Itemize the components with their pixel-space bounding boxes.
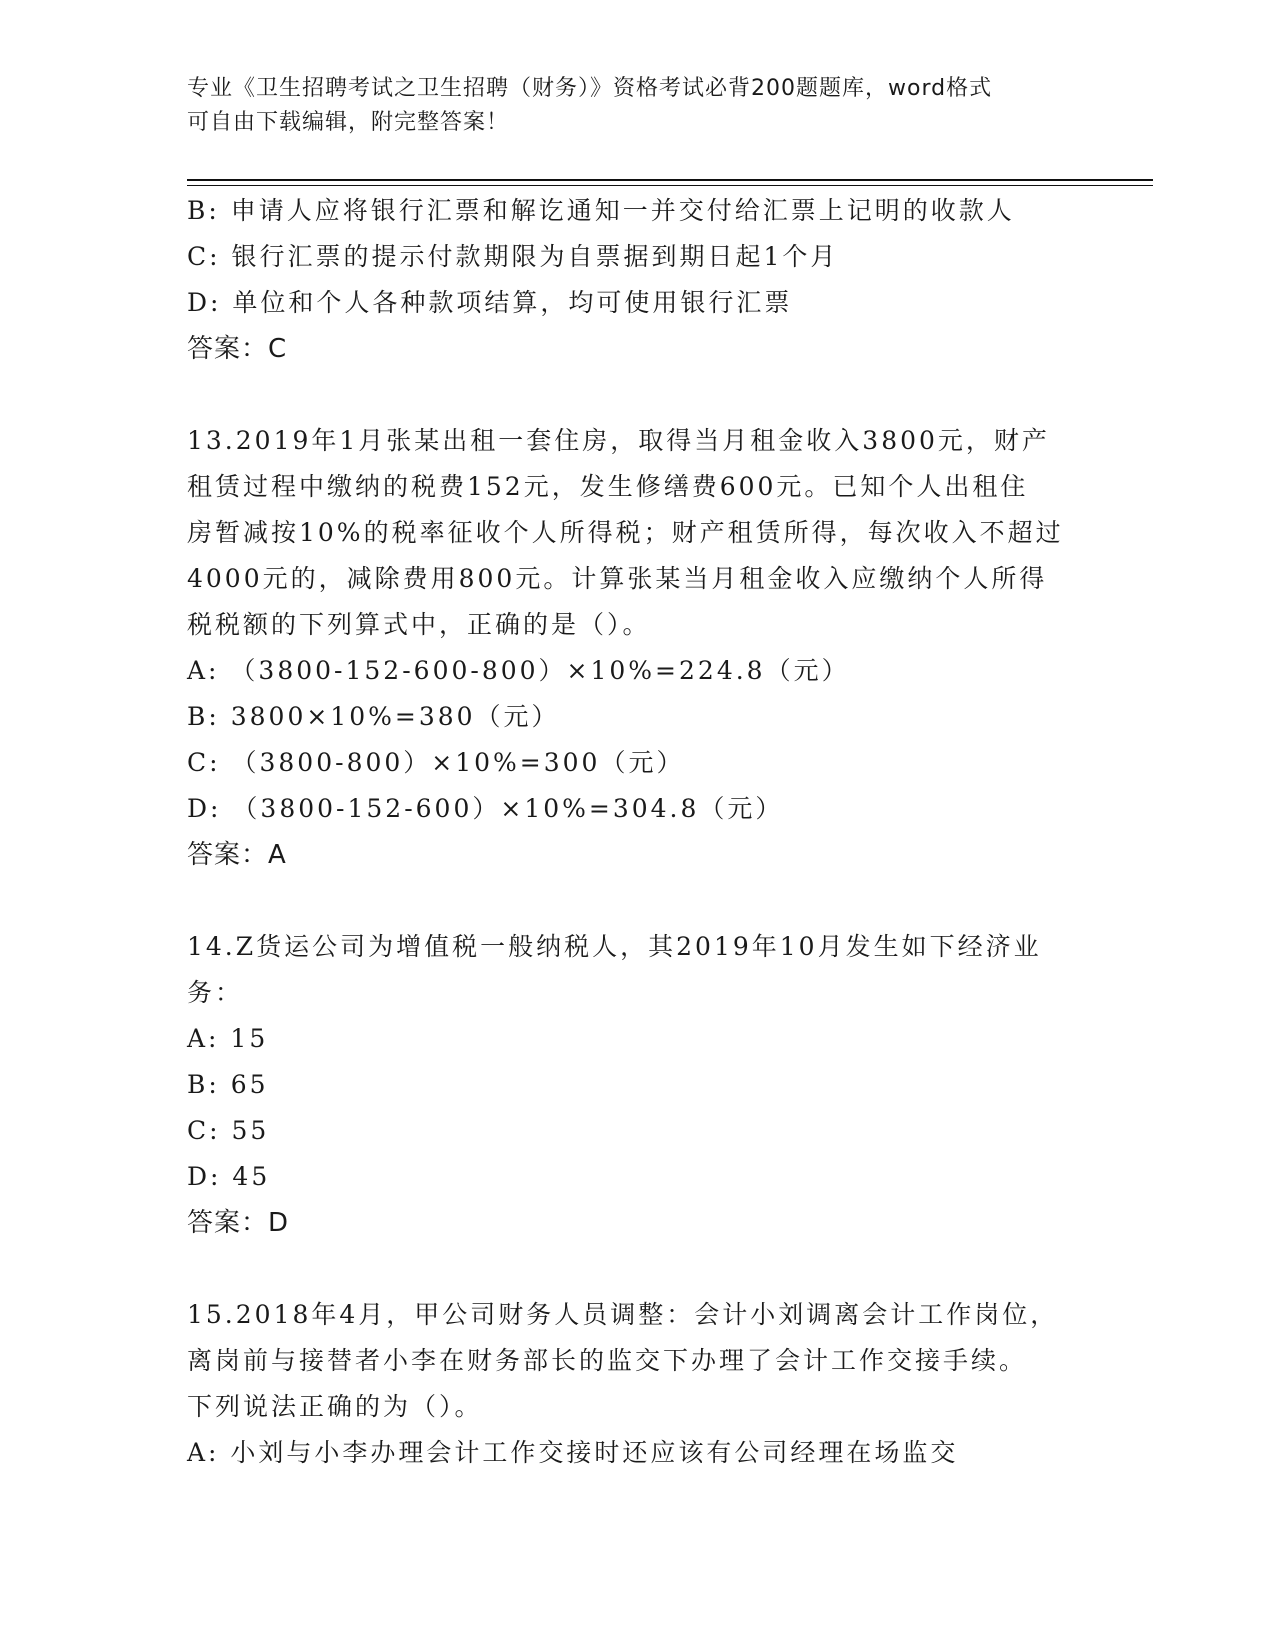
spacer xyxy=(187,878,1087,924)
option-d: D: 单位和个人各种款项结算，均可使用银行汇票 xyxy=(187,288,793,317)
option-a: A: （3800-152-600-800）×10%=224.8（元） xyxy=(187,656,850,685)
option-d: D: 45 xyxy=(187,1162,271,1191)
option-c: C: 银行汇票的提示付款期限为自票据到期日起1个月 xyxy=(187,242,839,271)
question-text-line: 务： xyxy=(187,978,244,1007)
option-a: A: 小刘与小李办理会计工作交接时还应该有公司经理在场监交 xyxy=(187,1438,959,1467)
question-text-line: 4000元的，减除费用800元。计算张某当月租金收入应缴纳个人所得 xyxy=(187,564,1048,593)
header-divider-thick xyxy=(187,179,1153,181)
answer: 答案：A xyxy=(187,840,287,870)
question-text-line: 14.Z货运公司为增值税一般纳税人，其2019年10月发生如下经济业 xyxy=(187,932,1042,961)
option-b: B: 申请人应将银行汇票和解讫通知一并交付给汇票上记明的收款人 xyxy=(187,196,1015,225)
answer: 答案：D xyxy=(187,1208,290,1238)
header-title-line-2: 可自由下载编辑，附完整答案！ xyxy=(187,110,510,135)
option-d: D: （3800-152-600）×10%=304.8（元） xyxy=(187,794,784,823)
question-text-line: 房暂减按10%的税率征收个人所得税；财产租赁所得，每次收入不超过 xyxy=(187,518,1064,547)
option-c: C: （3800-800）×10%=300（元） xyxy=(187,748,685,777)
question-12 xyxy=(187,188,1087,372)
document-header xyxy=(187,72,1087,140)
spacer xyxy=(187,372,1087,418)
option-b: B: 3800×10%=380（元） xyxy=(187,702,560,731)
option-c: C: 55 xyxy=(187,1116,270,1145)
option-a: A: 15 xyxy=(187,1024,269,1053)
question-14 xyxy=(187,924,1087,1246)
question-text-line: 13.2019年1月张某出租一套住房，取得当月租金收入3800元，财产 xyxy=(187,426,1050,455)
question-15 xyxy=(187,1292,1087,1476)
question-13 xyxy=(187,418,1087,878)
answer: 答案：C xyxy=(187,334,288,364)
question-content xyxy=(187,188,1087,1476)
spacer xyxy=(187,1246,1087,1292)
question-text-line: 离岗前与接替者小李在财务部长的监交下办理了会计工作交接手续。 xyxy=(187,1346,1028,1375)
header-divider-thin xyxy=(187,185,1153,186)
question-text-line: 税税额的下列算式中，正确的是（）。 xyxy=(187,610,651,639)
question-text-line: 租赁过程中缴纳的税费152元，发生修缮费600元。已知个人出租住 xyxy=(187,472,1029,501)
header-title-line-1: 专业《卫生招聘考试之卫生招聘（财务）》资格考试必背200题题库，word格式 xyxy=(187,76,993,101)
question-text-line: 15.2018年4月，甲公司财务人员调整：会计小刘调离会计工作岗位， xyxy=(187,1300,1059,1329)
option-b: B: 65 xyxy=(187,1070,269,1099)
question-text-line: 下列说法正确的为（）。 xyxy=(187,1392,483,1421)
